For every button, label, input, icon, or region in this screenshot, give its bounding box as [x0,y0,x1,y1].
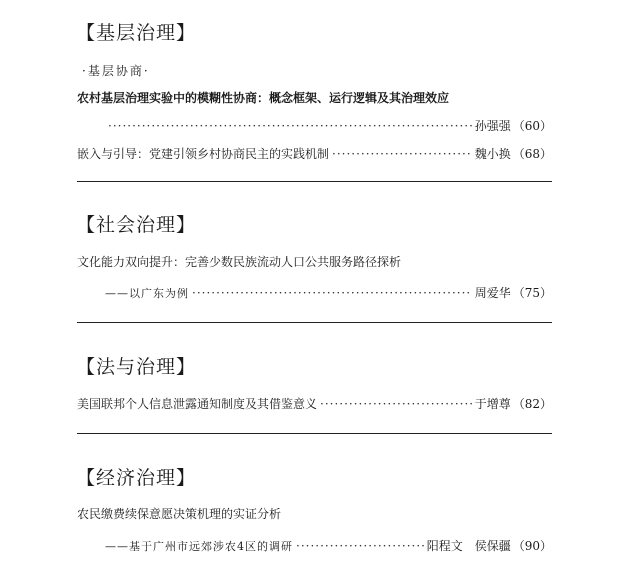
entry-page: （60） [512,119,552,133]
entry-title: 嵌入与引导：党建引领乡村协商民主的实践机制 [77,147,330,161]
leader-dots [192,285,472,301]
section-heading-law: 【法与治理】 [76,356,197,378]
section-heading-grassroots: 【基层治理】 [76,22,197,44]
entry-title[interactable]: 农村基层治理实验中的模糊性协商：概念框架、运行逻辑及其治理效应 [77,91,450,105]
entry-author: 魏小换 [474,147,511,161]
leader-dots [108,118,472,134]
entry-line[interactable] [77,146,552,162]
leader-dots [296,538,424,554]
entry-title: 美国联邦个人信息泄露通知制度及其借鉴意义 [77,397,318,411]
entry-line[interactable] [77,396,552,412]
entry-subtitle: ——以广东为例 [105,287,189,300]
entry-page: （90） [512,539,552,553]
entry-page: （82） [512,397,552,411]
leader-dots [332,146,472,162]
entry-author: 阳程文 侯保疆 [426,539,511,553]
entry-subtitle-line [105,285,552,302]
subheading-grassroots-consultation: ·基层协商· [82,64,150,78]
entry-page: （68） [512,147,552,161]
entry-subtitle-line [105,538,552,555]
entry-subtitle: ——基于广州市远郊涉农4区的调研 [105,540,293,553]
entry-author: 周爱华 [474,286,511,300]
entry-author-line [105,118,552,134]
entry-author: 于增尊 [474,397,511,411]
entry-page: （75） [512,286,552,300]
section-divider [77,181,552,182]
entry-author: 孙强强 [474,119,511,133]
section-heading-social: 【社会治理】 [76,214,197,236]
section-divider [77,433,552,434]
section-heading-economic: 【经济治理】 [76,467,197,489]
entry-title[interactable]: 农民缴费续保意愿决策机理的实证分析 [77,507,282,521]
section-divider [77,322,552,323]
leader-dots [320,396,472,412]
entry-title[interactable]: 文化能力双向提升：完善少数民族流动人口公共服务路径探析 [77,255,402,269]
